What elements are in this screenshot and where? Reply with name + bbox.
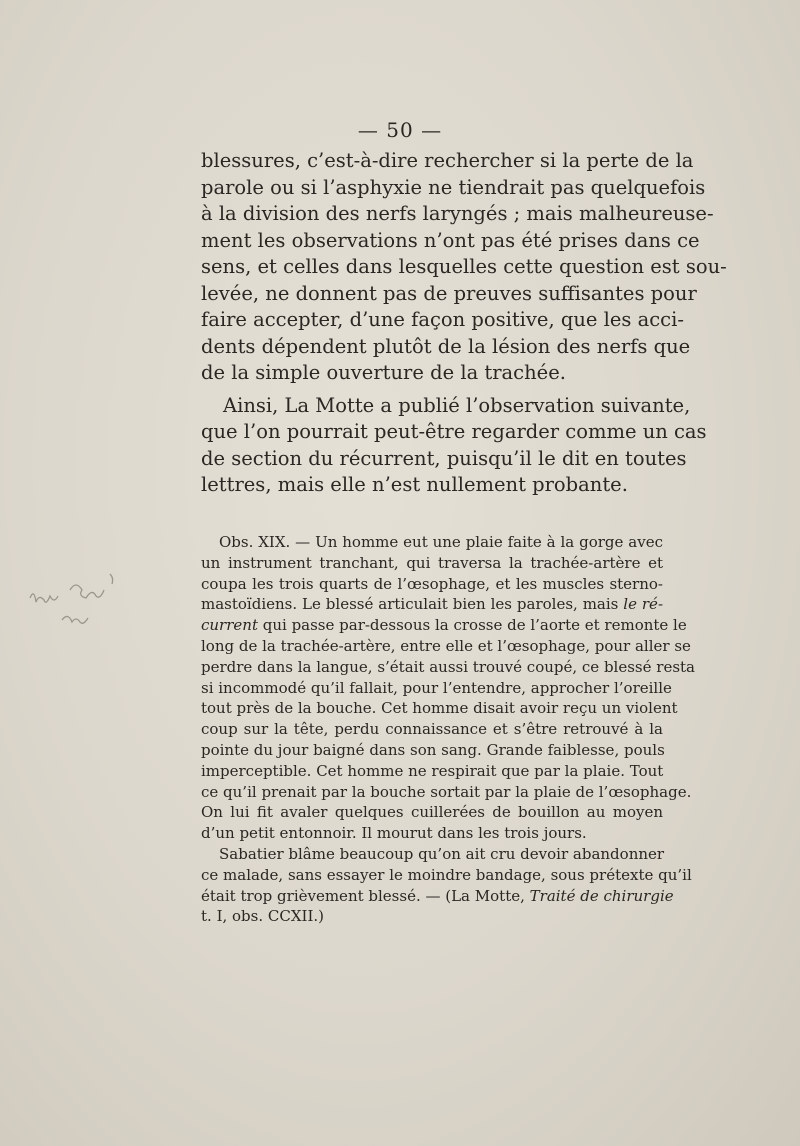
obs-line: mastoïdiens. Le blessé articulait bien les paroles, mais le ré- (201, 595, 664, 614)
obs-line: si incommodé qu’il fallait, pour l’entendre, approcher l’oreille (201, 678, 672, 697)
obs-line: coupa les trois quarts de l’œsophage, et les muscles sterno- (201, 574, 663, 593)
text-line: sens, et celles dans lesquelles cette question est sou- (201, 255, 727, 278)
obs-line: Obs. XIX. — Un homme eut une plaie faite à la gorge avec (219, 533, 663, 551)
handwritten-marginal-note (22, 568, 142, 648)
text-line: lettres, mais elle n’est nullement probante. (201, 473, 628, 496)
obs-line: ce malade, sans essayer le moindre bandage, sous prétexte qu’il (201, 865, 692, 884)
obs-line: un instrument tranchant, qui traversa la trachée-artère et (201, 553, 663, 572)
obs-line: imperceptible. Cet homme ne respirait que par la plaie. Tout (201, 761, 664, 780)
obs-line: coup sur la tête, perdu connaissance et s’être retrouvé à la (201, 720, 663, 739)
obs-line: current qui passe par-dessous la crosse de l’aorte et remonte le (201, 616, 687, 635)
text-line: que l’on pourrait peut-être regarder comme un cas (201, 420, 707, 443)
text-line: de la simple ouverture de la trachée. (201, 361, 566, 384)
text-line: Ainsi, La Motte a publié l’observation suivante, (223, 393, 691, 417)
text-line: blessures, c’est-à-dire rechercher si la perte de la (201, 149, 694, 172)
obs-line: Sabatier blâme beaucoup qu’on ait cru devoir abandonner (219, 844, 665, 863)
text-line: dents dépendent plutôt de la lésion des nerfs que (201, 334, 691, 358)
text-line: faire accepter, d’une façon positive, que les acci- (201, 308, 684, 331)
text-line: levée, ne donnent pas de preuves suffisantes pour (201, 281, 697, 305)
obs-line: On lui fit avaler quelques cuillerées de bouillon au moyen (201, 803, 663, 822)
text-line: ment les observations n’ont pas été prises dans ce (201, 228, 700, 252)
obs-line: t. I, obs. CCXII.) (201, 907, 324, 926)
text-line: parole ou si l’asphyxie ne tiendrait pas quelquefois (201, 175, 706, 199)
text-line: de section du récurrent, puisqu’il le dit en toutes (201, 446, 687, 470)
page-number: — 50 — (357, 118, 443, 142)
text-line: à la division des nerfs laryngés ; mais malheureuse- (201, 202, 714, 225)
italic-text: Traité de chirurgie (529, 886, 674, 905)
obs-line: long de la trachée-artère, entre elle et l’œsophage, pour aller se (201, 636, 691, 655)
observation-block (201, 532, 695, 927)
obs-line: ce qu’il prenait par la bouche sortait par la plaie de l’œsophage. (201, 782, 692, 801)
italic-text: le ré- (623, 595, 664, 614)
obs-line: était trop grièvement blessé. — (La Motte, Traité de chirurgie (201, 886, 674, 905)
obs-line: pointe du jour baigné dans son sang. Grande faiblesse, pouls (201, 740, 665, 759)
obs-line: perdre dans la langue, s’était aussi trouvé coupé, ce blessé resta (201, 657, 695, 676)
main-body-text (201, 148, 727, 499)
obs-line: tout près de la bouche. Cet homme disait avoir reçu un violent (201, 699, 678, 718)
italic-text: current (201, 616, 258, 635)
obs-line: d’un petit entonnoir. Il mourut dans les trois jours. (201, 824, 587, 843)
